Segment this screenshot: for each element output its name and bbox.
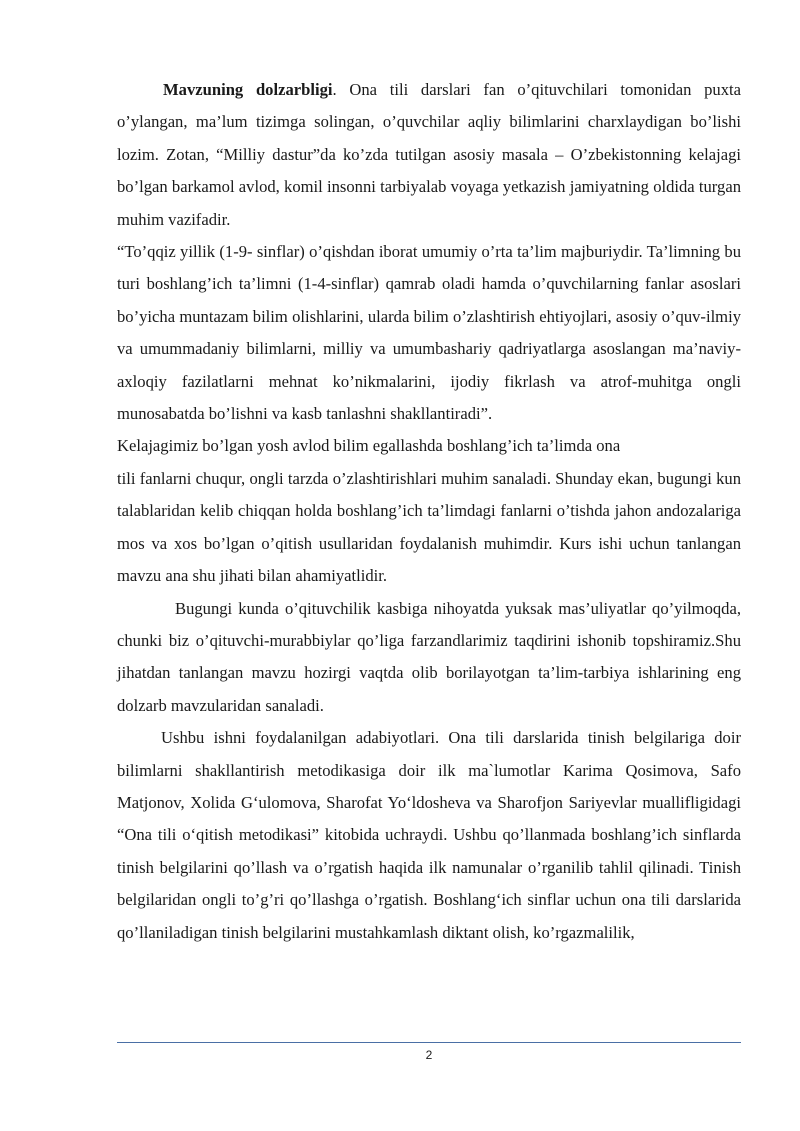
- paragraph-today: Bugungi kunda o’qituvchilik kasbiga nihoyatda yuksak mas’uliyatlar qo’yilmoqda, chunki biz o’qituvchi-murabbiylar qo’liga farzandlarimiz taqdirini ishonib topshiramiz.Shu jihatdan tanlangan mavzu hozirgi vaqtda olib borilayotgan ta’lim-tarbiya ishlarining eng dolzarb mavzularidan sanaladi.: [117, 598, 741, 715]
- paragraph-quote: “To’qqiz yillik (1-9- sinflar) o’qishdan iborat umumiy o’rta ta’lim majburiydir. Ta’limning bu turi boshlang’ich ta’limni (1-4-sinflar) qamrab oladi hamda o’quvchilarning fanlar asoslari bo’yicha muntazam bilim olishlarini, ularda bilim o’zlashtirish ehtiyojlari, asosiy o’quv-ilmiy va umummadaniy bilimlarni, milliy va umumbashariy qadriyatlarga asoslangan ma’naviy-axloqiy fazilatlarni mehnat ko’nikmalarini, ijodiy fikrlash va atrof-muhitga ongli munosabatda bo’lishni va kasb tanlashni shakllantiradi”.: [117, 242, 741, 424]
- footer-divider: [117, 1042, 741, 1043]
- page-number: 2: [425, 1048, 433, 1062]
- paragraph-literature: Ushbu ishni foydalanilgan adabiyotlari. Ona tili darslarida tinish belgilariga doir bilimlarni shakllantirish metodikasiga doir ilk ma`lumotlar Karima Qosimova, Safo Matjonov, Xolida G‘ulomova, Sharofat Yo‘ldosheva va Sharofjon Sariyevlar muallifligidagi “Ona tili o‘qitish metodikasi” kitobida uchraydi. Ushbu qo’llanmada boshlang’ich sinflarda tinish belgilarini qo’llash va o’rgatish haqida ilk namunalar o’rganilib tahlil qilinadi. Tinish belgilaridan ongli to’g’ri qo’llashga o’rgatish. Boshlang‘ich sinflar uchun ona tili darslarida qo’llaniladigan tinish belgilarini mustahkamlash diktant olish, ko’rgazmalilik,: [117, 728, 741, 942]
- paragraph-heading: Mavzuning dolzarbligi: [163, 80, 333, 99]
- paragraph-text: . Ona tili darslari fan o’qituvchilari tomonidan puxta o’ylangan, ma’lum tizimga solingan, o’quvchilar aqliy bilimlarini charxlaydigan bo’lishi lozim. Zotan, “Milliy dastur”da ko’zda tutilgan asosiy masala – O’zbekistonning kelajagi bo’lgan barkamol avlod, komil insonni tarbiyalab voyaga yetkazish jamiyatning oldida turgan muhim vazifadir.: [117, 80, 741, 229]
- paragraph-future: Kelajagimiz bo’lgan yosh avlod bilim egallashda boshlang’ich ta’limda ona: [117, 436, 621, 456]
- paragraph-native-language: tili fanlarni chuqur, ongli tarzda o’zlashtirishlari muhim sanaladi. Shunday ekan, bugungi kun talablaridan kelib chiqqan holda boshlang’ich ta’limdagi fanlarni o’tishda jahon andozalariga mos va xos bo’lgan o’qitish usullaridan foydalanish muhimdir. Kurs ishi uchun tanlangan mavzu ana shu jihati bilan ahamiyatlidir.: [117, 468, 741, 586]
- paragraph-relevance: [117, 74, 741, 236]
- body-text: [117, 74, 741, 949]
